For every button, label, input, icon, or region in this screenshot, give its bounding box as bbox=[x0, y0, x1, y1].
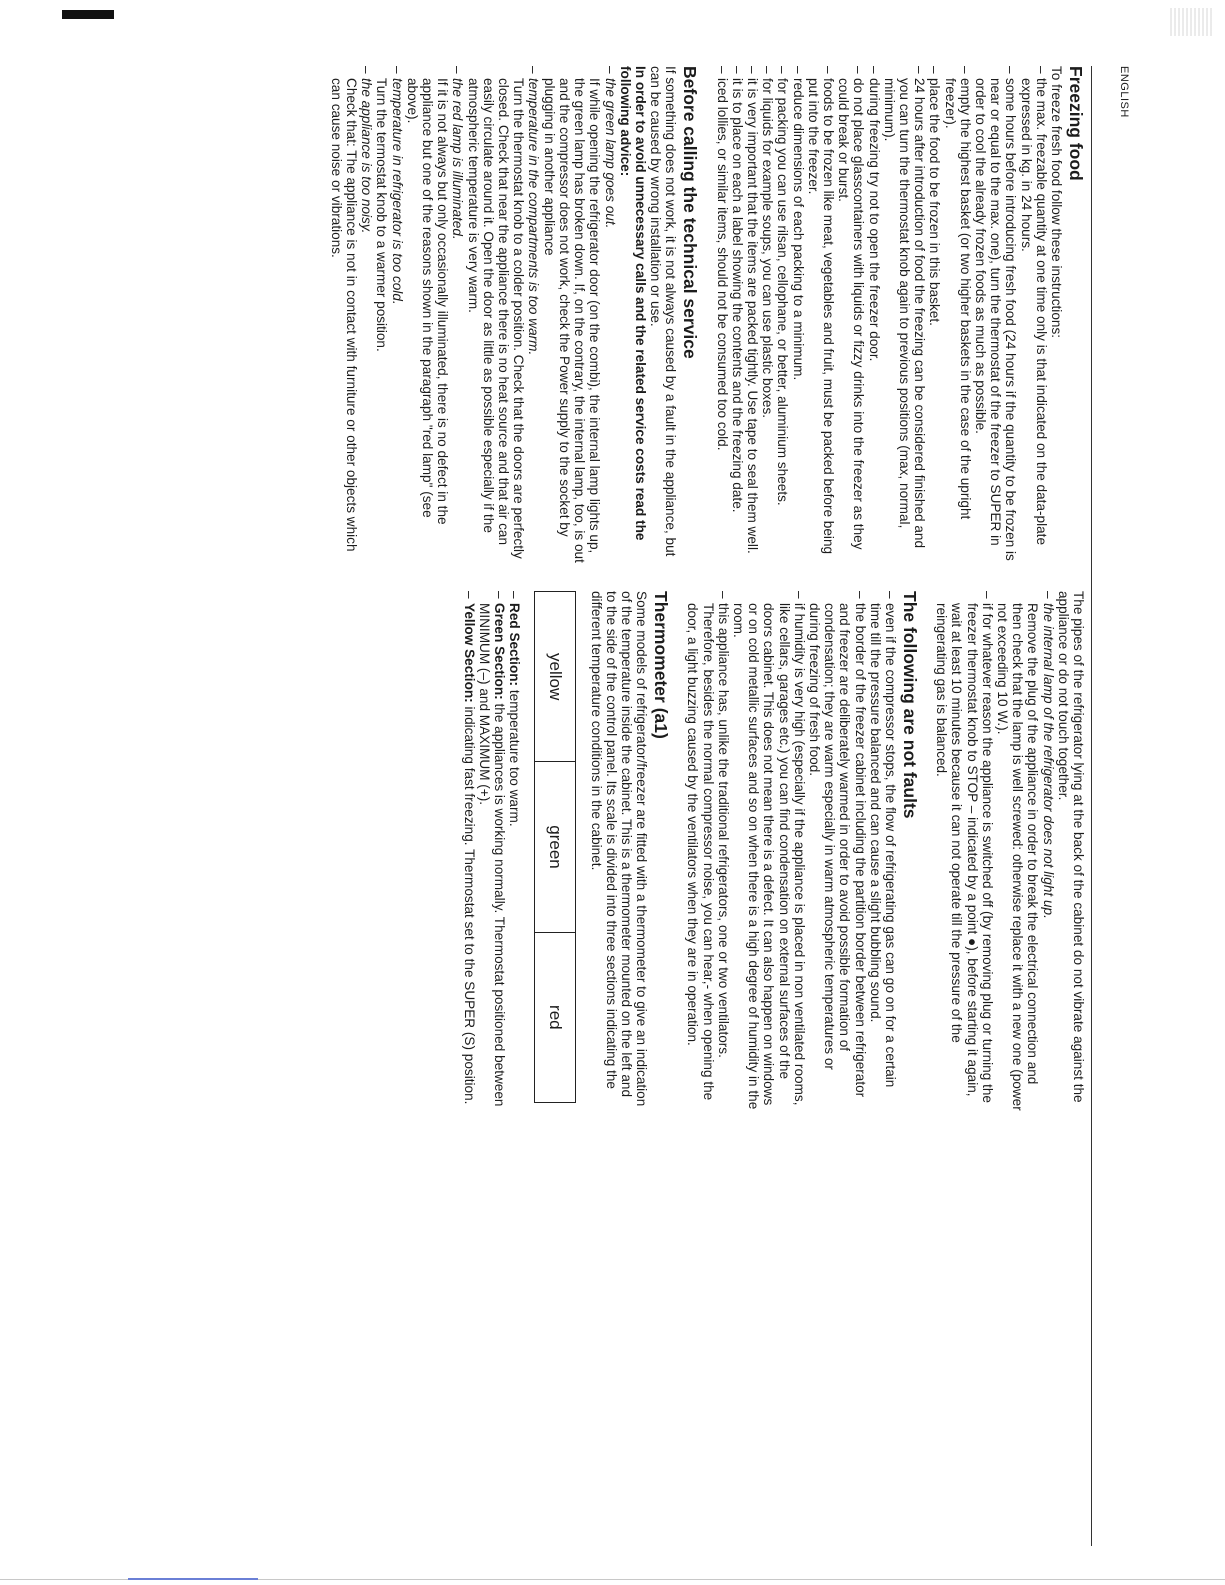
right-column bbox=[462, 591, 1087, 1111]
left-column bbox=[329, 66, 1086, 566]
list-item: – do not place glasscontainers with liquids or fizzy drinks into the freezer as they could break or burst. bbox=[836, 66, 866, 566]
thermometer-sections bbox=[462, 591, 523, 1111]
section-label: Green Section: bbox=[492, 603, 508, 700]
scale-green: green bbox=[535, 761, 575, 931]
list-item bbox=[462, 591, 477, 1111]
list-item: – it is to place on each a label showing the contents and the freezing date. bbox=[730, 66, 745, 566]
thermometer-scale bbox=[534, 591, 576, 1103]
thermometer-text: Some models of refrigerator/freezer are fitted with a thermometer to give an indication of the temperature inside the cabinet. This is a thermometer mounted on the left and to the side of the control panel. Its scale is divided into three sections indicating the different temperature conditions in the cabinet. bbox=[588, 591, 650, 1107]
list-item: – some hours before introducing fresh food (24 hours if the quantity to be frozen is near or equal to the max. one), turn the thermostat of the freezer to SUPER in order to cool the already frozen foods as much as possible. bbox=[973, 66, 1019, 566]
bottom-link-underline bbox=[128, 1578, 258, 1580]
section-text: the appliances is working normally. Thermostat positioned between MINIMUM (–) and MAXIMUM (+). bbox=[476, 603, 508, 1107]
case-text: Turn the thermostat knob to a colder position. Check that the doors are perfectly closed. Check that near the appliance there is no heat source and that air can easily circulate around it. Open the door as little as possible especially if the atmospheric temperature is very warm. bbox=[465, 78, 527, 559]
rotated-page bbox=[60, 66, 1130, 1546]
list-item: – for liquids for example soups, you can use plastic boxes. bbox=[760, 66, 775, 566]
scan-artifact bbox=[1170, 8, 1212, 36]
service-cases bbox=[329, 66, 618, 566]
section-label: Yellow Section: bbox=[461, 603, 477, 703]
scale-red: red bbox=[535, 932, 575, 1102]
right-cases bbox=[934, 591, 1056, 1111]
freezing-intro: To freeze fresh food follow these instructions: bbox=[1049, 66, 1064, 339]
case-text: Remove the plug of the appliance in order to break the electrical connection and then check that the lamp is well screwed: otherwise replace it with a new one (power not exceeding 10 W.). bbox=[994, 603, 1041, 1111]
service-title: Before calling the technical service bbox=[680, 66, 701, 359]
language-label: ENGLISH bbox=[1118, 66, 1130, 118]
thermometer-title: Thermometer (a1) bbox=[651, 591, 672, 739]
not-faults-title: The following are not faults bbox=[899, 591, 920, 819]
list-item: – foods to be frozen like meat, vegetables and fruit, must be packed before being put into the freezer. bbox=[806, 66, 836, 566]
freezing-title: Freezing food bbox=[1066, 66, 1086, 181]
case-heading: the red lamp is illuminated. bbox=[450, 78, 466, 240]
list-item: – even if the compressor stops, the flow of refrigerating gas can go on for a certain time till the pressure balanced and can cause a slight bubbling sound. bbox=[868, 591, 898, 1111]
case-heading: the appliance is too noisy. bbox=[359, 78, 375, 234]
case-heading: temperature in the compartments is too warm. bbox=[526, 78, 542, 356]
list-item: – this appliance has, unlike the traditional refrigerators, one or two ventilators. Therefore, besides the normal compressor noise, you can hear,- when opening the door, a light buzzing caused by the ventilators when they are in operation. bbox=[685, 591, 731, 1111]
list-item bbox=[405, 66, 466, 566]
case-heading: temperature in refrigerator is too cold. bbox=[389, 78, 405, 305]
list-item: – during freezing try not to open the freezer door. bbox=[866, 66, 881, 566]
list-item: – empty the highest basket (or two higher baskets in the case of the upright freezer). bbox=[942, 66, 972, 566]
service-intro: If something does not work, it is not always caused by a fault in the appliance, but can be caused by wrong installation or use. bbox=[648, 66, 679, 557]
scale-yellow: yellow bbox=[545, 653, 565, 701]
list-item: – for packing you can use rilsan, cellophane, or better, aluminium sheets. bbox=[775, 66, 790, 566]
header-rule bbox=[1091, 66, 1092, 1546]
case-text: If it is not always but only occasionally illuminated, there is no defect in the appliance but one of the reasons shown in the paragraph "red lamp" (see above). bbox=[404, 78, 451, 525]
section-text: temperature too warm. bbox=[507, 686, 523, 827]
list-item: – the border of the freezer cabinet including the partition border between refrigerator and freezer are deliberately warmed in order to avoid possible formation of condensation; they are warm especially in warm atmospheric temperatures or during freezing of fresh food. bbox=[807, 591, 868, 1111]
case-text: Turn the termostat knob to a warmer position. bbox=[374, 78, 390, 352]
list-item: – the max. freezable quantity at one time only is that indicated on the data-plate expressed in kg. in 24 hours. bbox=[1018, 66, 1048, 566]
case-text: Check that: The appliance is not in contact with furniture or other objects which can cause noise or vibrations. bbox=[328, 78, 360, 552]
service-advice: In order to avoid unnecessary calls and the related service costs read the following advice: bbox=[617, 66, 648, 541]
list-item: – if humidity is very high (especially if the appliance is placed in non ventilated rooms, like cellars, garages etc.) you can find condensation on external surfaces of the doors cabinet. This does not mean there is a defect. It can also happen on windows or on cold metallic surfaces and so on when there is a high degree of humidity in the room. bbox=[731, 591, 807, 1111]
not-faults-list bbox=[685, 591, 898, 1111]
list-item: – place the food to be frozen in this basket. bbox=[927, 66, 942, 566]
list-item bbox=[542, 66, 618, 566]
list-item bbox=[507, 591, 522, 1111]
freezing-list bbox=[714, 66, 1048, 566]
case-text: If while opening the refrigerator door (on the combi), the internal lamp lights up, the green lamp has broken down. If, on the contrary, the internal lamp, too, is out and the compressor does not work, check the Power supply to the socket by plugging in another appliance bbox=[541, 78, 603, 563]
list-item: – iced lollies, or similar items, should not be consumed too cold. bbox=[714, 66, 729, 566]
list-item bbox=[477, 591, 507, 1111]
case-heading: the green lamp goes out. bbox=[602, 78, 618, 229]
section-label: Red Section: bbox=[507, 603, 523, 687]
case-heading: the internal lamp of the refrigerator does not light up. bbox=[1040, 603, 1056, 919]
list-item: – it is very important that the items are packed tightly. Use tape to seal them well. bbox=[745, 66, 760, 566]
list-item: – 24 hours after introduction of food the freezing can be considered finished and you can turn the thermostat knob again to previous positions (max, normal, minimum). bbox=[882, 66, 928, 566]
list-item bbox=[995, 591, 1056, 1111]
list-item bbox=[329, 66, 375, 566]
corner-bar-mark bbox=[62, 10, 114, 19]
list-item bbox=[374, 66, 404, 566]
list-item bbox=[465, 66, 541, 566]
section-text: indicating fast freezing. Thermostat set to the SUPER (S) position. bbox=[461, 702, 477, 1105]
list-item: – reduce dimensions of each packing to a minimum. bbox=[790, 66, 805, 566]
pipes-paragraph: The pipes of the refrigerator lying at the back of the cabinet do not vibrate against the appliance or do not touch together. bbox=[1055, 591, 1086, 1103]
list-item: – if for whatever reason the appliance is switched off (by removing plug or turning the freezer thermostat knob to STOP – indicated by a point ●), before starting it again, wait at least 10 minutes because it can not operate till the pressure of the reingerating gas is balanced. bbox=[934, 591, 995, 1111]
